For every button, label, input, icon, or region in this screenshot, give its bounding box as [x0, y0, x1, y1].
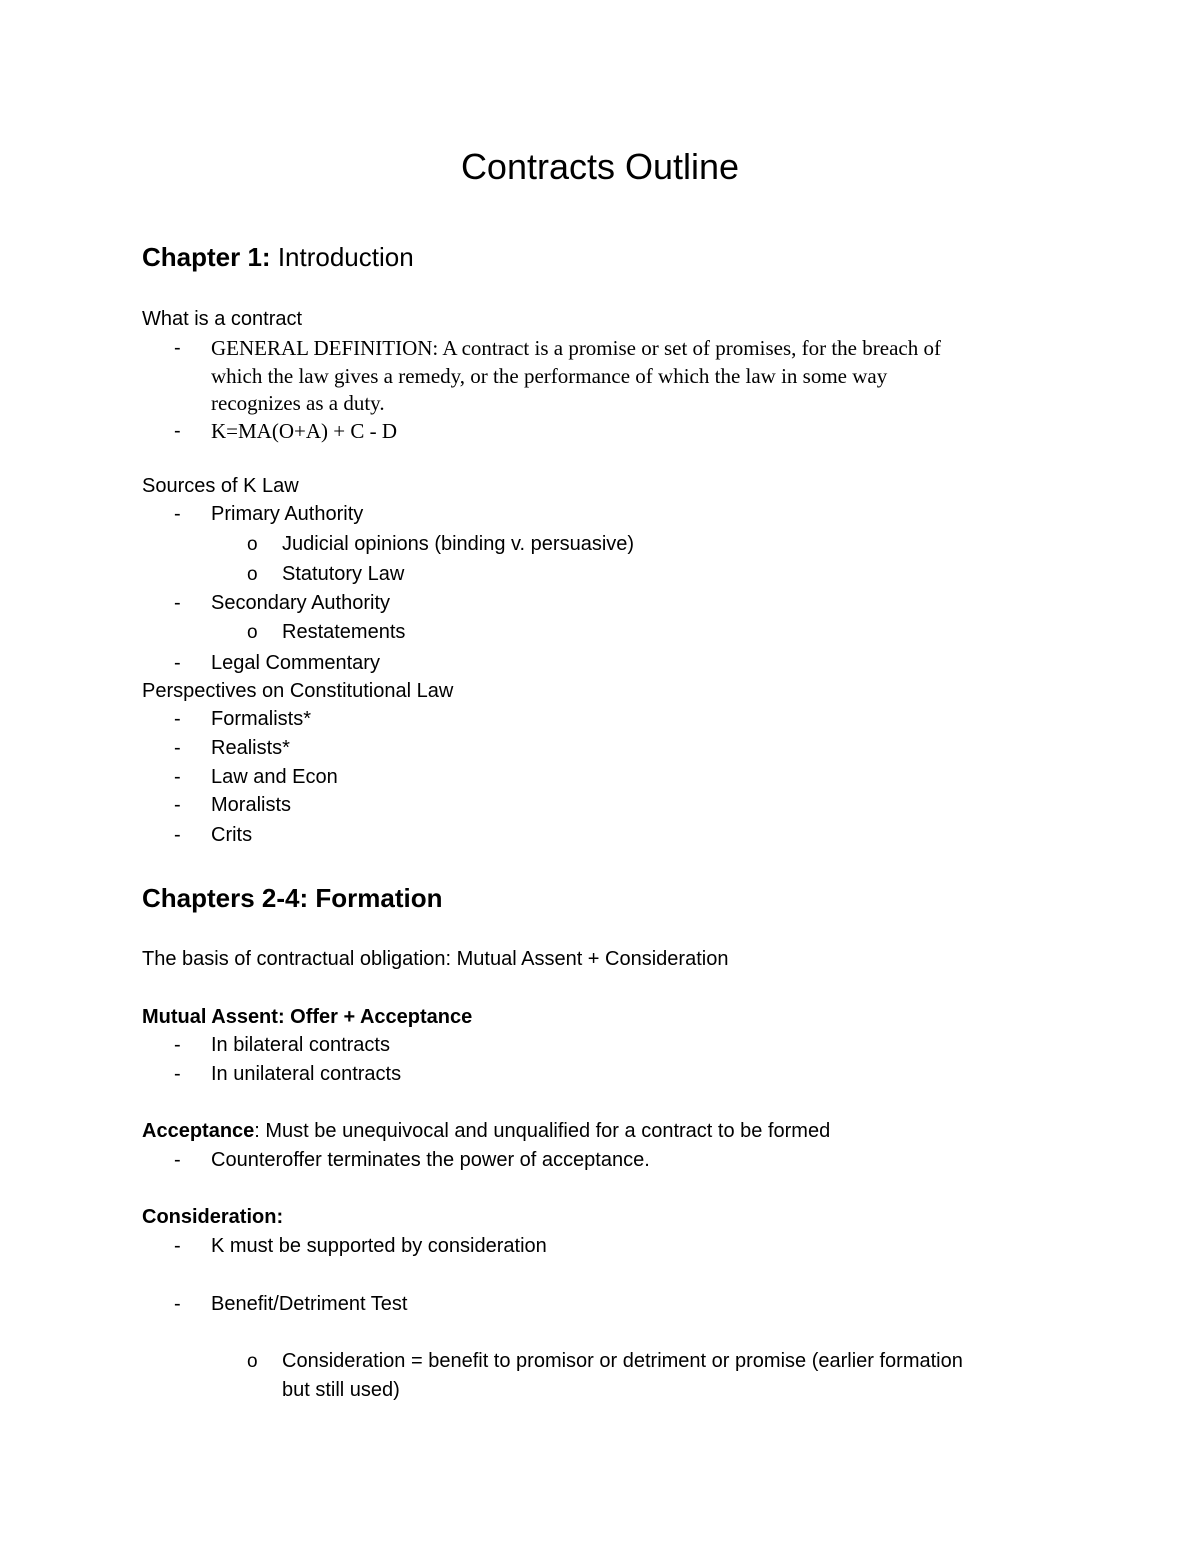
restatements: Restatements — [282, 621, 406, 643]
benefit-detriment-item: Benefit/Detriment Test — [211, 1293, 408, 1315]
consideration-item: K must be supported by consideration — [211, 1235, 547, 1257]
sources-heading: Sources of K Law — [142, 475, 299, 497]
definition-line-3: recognizes as a duty. — [211, 391, 385, 415]
bullet-dash: - — [174, 1063, 181, 1085]
basis-text: The basis of contractual obligation: Mutual Assent + Consideration — [142, 948, 729, 970]
definition-line-2: which the law gives a remedy, or the performance of which the law in some way — [211, 364, 888, 388]
bullet-dash: - — [174, 592, 181, 614]
chapter-1-prefix: Chapter 1: — [142, 242, 278, 272]
document-title: Contracts Outline — [460, 146, 740, 187]
perspectives-heading: Perspectives on Constitutional Law — [142, 680, 454, 702]
consideration-heading: Consideration: — [142, 1206, 284, 1228]
bullet-dash: - — [174, 708, 181, 730]
perspective-item: Realists* — [211, 737, 290, 759]
perspective-item: Law and Econ — [211, 766, 338, 788]
consideration-definition-line-1: Consideration = benefit to promisor or detriment or promise (earlier formation — [282, 1350, 963, 1372]
bullet-dash: - — [174, 794, 181, 816]
bullet-dash: - — [174, 1034, 181, 1056]
consideration-definition-line-2: but still used) — [282, 1379, 400, 1401]
counteroffer-item: Counteroffer terminates the power of acceptance. — [211, 1149, 650, 1171]
bullet-circle: o — [247, 622, 258, 643]
formula-text: K=MA(O+A) + C - D — [211, 419, 398, 443]
bullet-dash: - — [174, 652, 181, 674]
acceptance-label: Acceptance — [142, 1120, 255, 1142]
judicial-opinions: Judicial opinions (binding v. persuasive) — [282, 533, 635, 555]
chapter-2-heading — [142, 883, 443, 914]
bullet-dash: - — [174, 1293, 181, 1315]
bullet-dash: - — [174, 420, 181, 442]
bullet-circle: o — [247, 1351, 258, 1372]
acceptance-paragraph — [142, 1120, 830, 1143]
chapter-1-heading — [142, 242, 414, 273]
perspective-item: Formalists* — [211, 708, 312, 730]
statutory-law: Statutory Law — [282, 563, 405, 585]
perspective-item: Moralists — [211, 794, 292, 816]
bullet-circle: o — [247, 534, 258, 555]
bullet-dash: - — [174, 1149, 181, 1171]
bullet-dash: - — [174, 503, 181, 525]
chapter-2-prefix: Chapters 2-4: — [142, 883, 316, 913]
legal-commentary: Legal Commentary — [211, 652, 380, 674]
bullet-dash: - — [174, 766, 181, 788]
acceptance-text: : Must be unequivocal and unqualified for a contract to be formed — [254, 1120, 831, 1142]
unilateral-item: In unilateral contracts — [211, 1063, 402, 1085]
mutual-assent-heading: Mutual Assent: Offer + Acceptance — [142, 1006, 473, 1028]
bilateral-item: In bilateral contracts — [211, 1034, 390, 1056]
what-is-heading: What is a contract — [142, 308, 303, 330]
bullet-circle: o — [247, 564, 258, 585]
perspective-item: Crits — [211, 824, 253, 846]
definition-line-1: GENERAL DEFINITION: A contract is a promise or set of promises, for the breach of — [211, 336, 941, 360]
bullet-dash: - — [174, 824, 181, 846]
chapter-1-title: Introduction — [277, 242, 414, 272]
primary-authority: Primary Authority — [211, 503, 364, 525]
bullet-dash: - — [174, 337, 181, 359]
secondary-authority: Secondary Authority — [211, 592, 390, 614]
bullet-dash: - — [174, 737, 181, 759]
bullet-dash: - — [174, 1235, 181, 1257]
chapter-2-title: Formation — [315, 883, 443, 913]
